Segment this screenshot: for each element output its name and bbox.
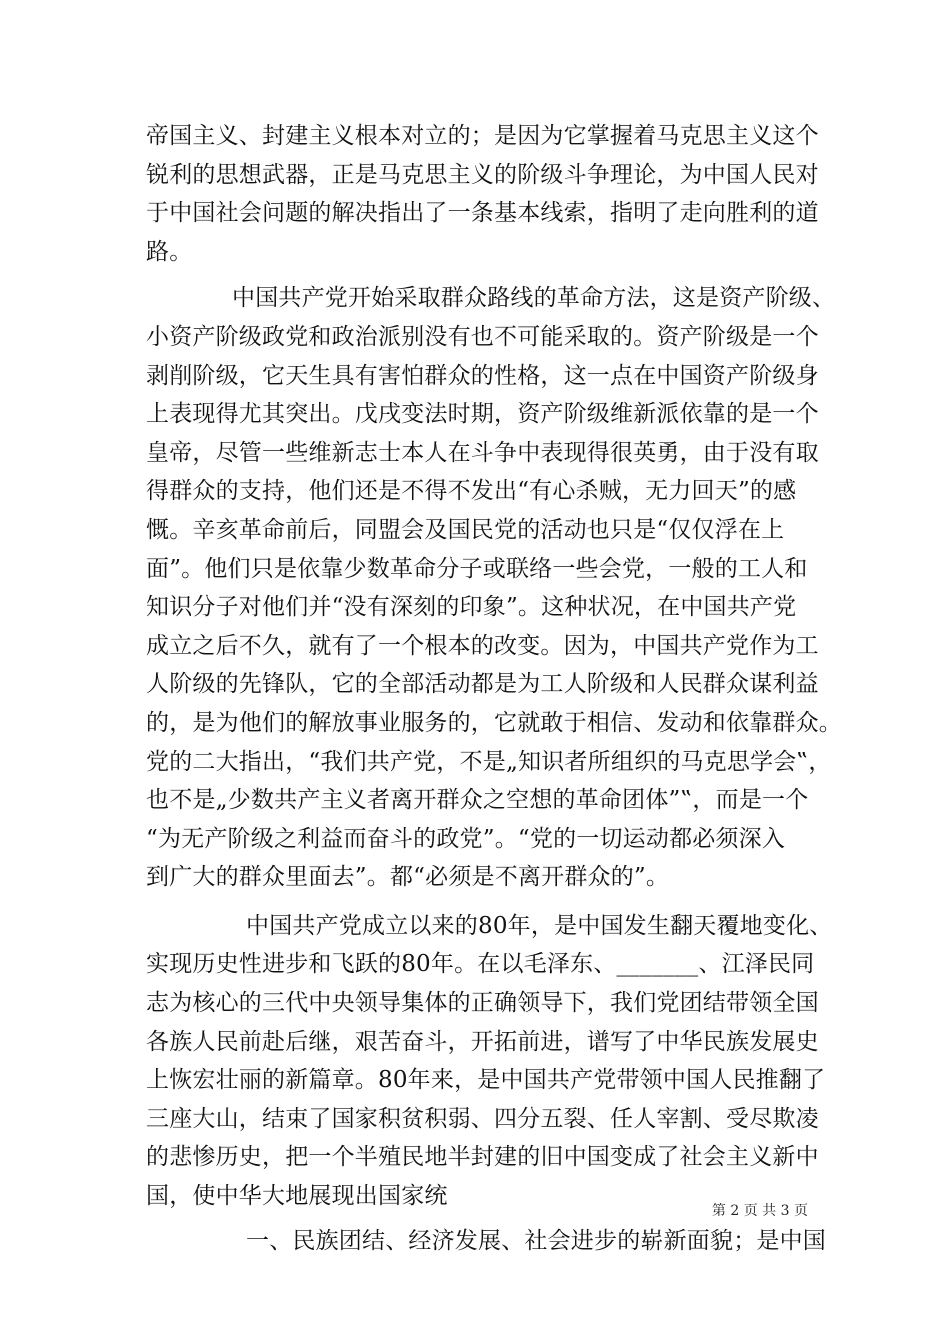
page-number-footer: 第 2 页 共 3 页 [711,1203,808,1219]
text-line: 国，使中华大地展现出国家统 [146,1183,448,1210]
text-line: 知识分子对他们并“没有深刻的印象”。这种状况，在中国共产党 [146,594,797,621]
text-line: 各族人民前赴后继，艰苦奋斗，开拓前进，谱写了中华民族发展史 [146,1028,819,1055]
paragraph-first-line: 中国共产党成立以来的80年，是中国发生翻天覆地变化、 [246,912,833,939]
text-line: 小资产阶级政党和政治派别没有也不可能采取的。资产阶级是一个 [146,323,819,350]
text-line: “为无产阶级之利益而奋斗的政党”。“党的一切运动都必须深入 [146,825,786,852]
text-line: 慨。辛亥革命前后，同盟会及国民党的活动也只是“仅仅浮在上 [146,516,785,543]
text-line: 人阶级的先锋队，它的全部活动都是为工人阶级和人民群众谋利益 [146,671,819,698]
text-line: 也不是„少数共产主义者离开群众之空想的革命团体”‟，而是一个 [146,787,809,814]
text-line: 上恢宏壮丽的新篇章。80年来，是中国共产党带领中国人民推翻了 [146,1067,826,1094]
document-body [146,117,842,1260]
text-line: 剥削阶级，它天生具有害怕群众的性格，这一点在中国资产阶级身 [146,362,819,389]
text-line: 上表现得尤其突出。戊戌变法时期，资产阶级维新派依靠的是一个 [146,401,819,428]
text-line: 党的二大指出，“我们共产党，不是„知识者所组织的马克思学会‟， [146,748,832,775]
paragraph-first-line: 中国共产党开始采取群众路线的革命方法，这是资产阶级、 [232,285,836,312]
text-line: 三座大山，结束了国家积贫积弱、四分五裂、任人宰割、受尽欺凌 [146,1105,819,1132]
text-line: 锐利的思想武器，正是马克思主义的阶级斗争理论，为中国人民对 [146,161,819,188]
text-line: 实现历史性进步和飞跃的80年。在以毛泽东、_______、江泽民同 [146,951,815,978]
text-line: 路。 [146,238,193,265]
text-line: 志为核心的三代中央领导集体的正确领导下，我们党团结带领全国 [146,990,819,1017]
text-line: 得群众的支持，他们还是不得不发出“有心杀贼，无力回天”的感 [146,478,797,505]
text-line: 于中国社会问题的解决指出了一条基本线索，指明了走向胜利的道 [146,200,819,227]
text-line: 的悲惨历史，把一个半殖民地半封建的旧中国变成了社会主义新中 [146,1144,819,1171]
text-line: 的，是为他们的解放事业服务的，它就敢于相信、发动和依靠群众。 [146,709,842,736]
text-line: 皇帝，尽管一些维新志士本人在斗争中表现得很英勇，由于没有取 [146,439,819,466]
text-line: 帝国主义、封建主义根本对立的；是因为它掌握着马克思主义这个 [146,123,819,149]
text-line: 到广大的群众里面去”。都“必须是不离开群众的”。 [146,864,670,891]
paragraph-first-line: 一、民族团结、经济发展、社会进步的崭新面貌；是中国 [246,1227,826,1254]
text-line: 面”。他们只是依靠少数革命分子或联络一些会党，一般的工人和 [146,555,808,582]
text-line: 成立之后不久，就有了一个根本的改变。因为，中国共产党作为工 [146,632,819,659]
